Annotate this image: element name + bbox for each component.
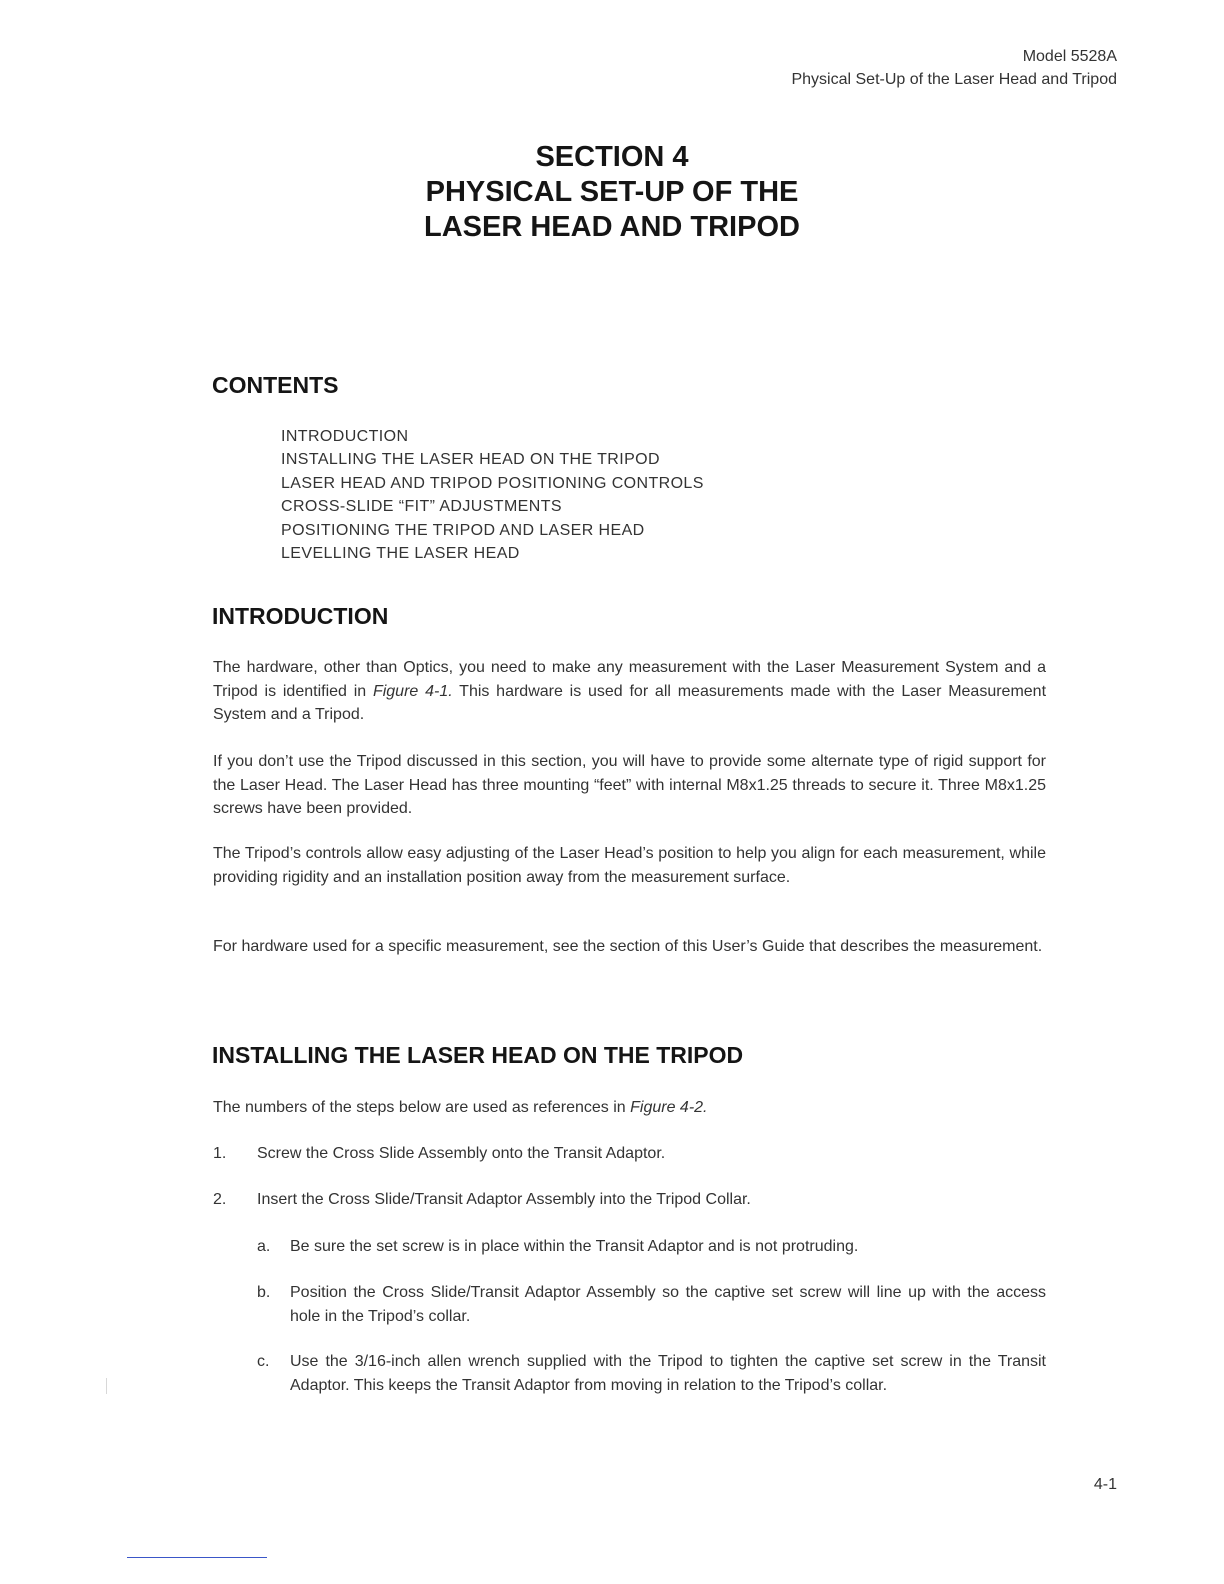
substep-text: Use the 3/16-inch allen wrench supplied with the Tripod to tighten the captive set screw in the Transit Adaptor. This keeps the Transit Adaptor from moving in relation to the Tripod’s collar. (290, 1353, 1046, 1394)
installing-heading: INSTALLING THE LASER HEAD ON THE TRIPOD (212, 1042, 744, 1068)
installing-intro (213, 1096, 1046, 1120)
contents-item: INTRODUCTION (281, 428, 409, 445)
page-number: 4-1 (1093, 1476, 1117, 1493)
running-header (791, 45, 1117, 91)
substep-letter: a. (257, 1238, 271, 1255)
introduction-paragraph-1 (213, 656, 1046, 727)
header-model: Model 5528A (1022, 48, 1117, 65)
substep-letter: c. (257, 1353, 270, 1370)
figure-reference: Figure 4-1. (372, 682, 453, 700)
step-text: Insert the Cross Slide/Transit Adaptor Assembly into the Tripod Collar. (257, 1191, 751, 1208)
contents-heading: CONTENTS (212, 372, 339, 398)
paragraph-text: The hardware, other than Optics, you need to make any measurement with the Laser Measurement System and a Tripod is identified in (213, 659, 1046, 700)
section-title (0, 140, 1224, 245)
margin-mark (106, 1378, 107, 1394)
paragraph-text: This hardware is used for all measurements made with the Laser Measurement System and a Tripod. (213, 682, 1047, 723)
section-title-line-1: PHYSICAL SET-UP OF THE (425, 176, 799, 208)
figure-reference: Figure 4-2. (630, 1099, 708, 1116)
step-text: Screw the Cross Slide Assembly onto the Transit Adaptor. (257, 1145, 666, 1162)
introduction-paragraph-4: For hardware used for a specific measurement, see the section of this User’s Guide that describes the measurement. (213, 938, 1043, 955)
introduction-paragraph-3: The Tripod’s controls allow easy adjusting of the Laser Head’s position to help you align for each measurement, while providing rigidity and an installation position away from the measurement surface. (213, 845, 1046, 886)
contents-item: CROSS-SLIDE “FIT” ADJUSTMENTS (281, 498, 562, 516)
step-number: 1. (213, 1145, 227, 1162)
introduction-paragraph-2: If you don’t use the Tripod discussed in this section, you will have to provide some alternate type of rigid support for the Laser Head. The Laser Head has three mounting “feet” with internal M8x1.25 threads to secure it. Three M8x1.25 screws have been provided. (213, 753, 1046, 817)
contents-item: POSITIONING THE TRIPOD AND LASER HEAD (281, 521, 645, 539)
substep-text: Position the Cross Slide/Transit Adaptor Assembly so the captive set screw will line up with the access hole in the Tripod’s collar. (290, 1284, 1046, 1325)
contents-item: LEVELLING THE LASER HEAD (281, 545, 520, 563)
substep-letter: b. (257, 1284, 271, 1301)
footer-rule (127, 1557, 267, 1558)
header-subtitle: Physical Set-Up of the Laser Head and Tripod (791, 71, 1117, 88)
paragraph-text: The numbers of the steps below are used as references in (213, 1099, 631, 1116)
step-number: 2. (213, 1191, 227, 1208)
contents-list (281, 425, 704, 565)
substep-text: Be sure the set screw is in place within the Transit Adaptor and is not protruding. (290, 1238, 859, 1255)
contents-item: INSTALLING THE LASER HEAD ON THE TRIPOD (281, 451, 660, 469)
contents-item: LASER HEAD AND TRIPOD POSITIONING CONTROLS (281, 474, 704, 492)
section-number: SECTION 4 (535, 141, 689, 173)
section-title-line-2: LASER HEAD AND TRIPOD (424, 211, 800, 243)
introduction-heading: INTRODUCTION (212, 603, 389, 629)
